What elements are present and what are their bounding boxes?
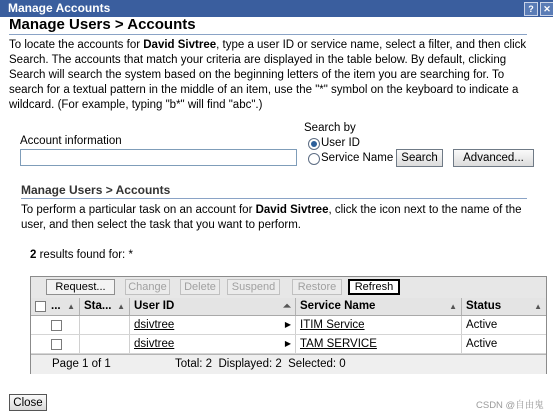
change-button[interactable]: Change bbox=[125, 279, 170, 295]
sort-ascending-icon: ⏶ bbox=[283, 301, 291, 312]
page-title: Manage Users > Accounts bbox=[9, 16, 196, 33]
row-checkbox[interactable] bbox=[51, 339, 62, 350]
table-footer bbox=[31, 354, 546, 374]
task-menu-icon[interactable]: ▶ bbox=[284, 320, 291, 329]
help-icon[interactable]: ? bbox=[524, 2, 538, 16]
radio-service-name[interactable] bbox=[308, 153, 320, 165]
window-title-bar bbox=[0, 0, 553, 17]
status-value: Active bbox=[466, 319, 498, 331]
sort-caret-icon: ▲ bbox=[449, 302, 457, 311]
search-button[interactable]: Search bbox=[396, 149, 443, 167]
table-header bbox=[31, 298, 546, 316]
refresh-button[interactable]: Refresh bbox=[348, 279, 400, 295]
user-id-link[interactable]: dsivtree bbox=[134, 338, 175, 350]
header-select-all[interactable]: ... ▲ bbox=[31, 298, 80, 315]
window-title: Manage Accounts bbox=[8, 1, 111, 15]
selection-summary: Total: 2 Displayed: 2 Selected: 0 bbox=[175, 358, 346, 370]
radio-service-name-label: Service Name bbox=[321, 152, 394, 164]
service-name-link[interactable]: ITIM Service bbox=[300, 319, 365, 331]
radio-user-id[interactable] bbox=[308, 138, 320, 150]
search-by-label: Search by bbox=[304, 122, 356, 134]
user-id-link[interactable]: dsivtree bbox=[134, 319, 175, 331]
table-row bbox=[31, 335, 546, 354]
status-value: Active bbox=[466, 338, 498, 350]
service-name-link[interactable]: TAM SERVICE bbox=[300, 338, 377, 350]
heading-divider bbox=[9, 34, 527, 35]
restore-button[interactable]: Restore bbox=[292, 279, 342, 295]
intro-text: To locate the accounts for David Sivtree, type a user ID or service name, select a filter, and then click Search. The accounts that match your criteria are displayed in the table below. By default, clicking Search will search the system based on the beginning letters of the item you are searching for. To search for a textual pattern in the middle of an item, use the "*" symbol on the keyboard to indicate a wildcard. (For example, typing "b*" will find "abc".) bbox=[9, 39, 527, 111]
close-button[interactable]: Close bbox=[9, 394, 47, 411]
account-info-label: Account information bbox=[20, 135, 122, 147]
table-row bbox=[31, 316, 546, 335]
results-summary: 2 results found for: * bbox=[30, 249, 133, 261]
table-toolbar bbox=[31, 277, 546, 299]
suspend-button[interactable]: Suspend bbox=[227, 279, 280, 295]
header-service-name[interactable]: Service Name ▲ bbox=[296, 298, 462, 315]
page-indicator: Page 1 of 1 bbox=[52, 358, 111, 370]
row-checkbox[interactable] bbox=[51, 320, 62, 331]
close-icon[interactable]: ✕ bbox=[540, 2, 553, 16]
sort-caret-icon: ▲ bbox=[534, 302, 542, 311]
account-info-input[interactable] bbox=[20, 149, 297, 166]
advanced-button[interactable]: Advanced... bbox=[453, 149, 534, 167]
request-button[interactable]: Request... bbox=[46, 279, 115, 295]
task-menu-icon[interactable]: ▶ bbox=[284, 339, 291, 348]
section-divider bbox=[21, 198, 527, 199]
sort-caret-icon: ▲ bbox=[117, 302, 125, 311]
header-user-id[interactable]: User ID ⏶ bbox=[130, 298, 296, 315]
sort-caret-icon: ▲ bbox=[67, 302, 75, 311]
section-description: To perform a particular task on an account for David Sivtree, click the icon next to the name of the user, and then select the task that you want to perform. bbox=[21, 204, 522, 231]
header-status[interactable]: Status ▲ bbox=[462, 298, 546, 315]
select-all-checkbox[interactable] bbox=[35, 301, 46, 312]
delete-button[interactable]: Delete bbox=[180, 279, 220, 295]
radio-user-id-label: User ID bbox=[321, 137, 360, 149]
accounts-table bbox=[30, 276, 547, 374]
section-title: Manage Users > Accounts bbox=[21, 183, 171, 197]
header-status-icon[interactable]: Sta... ▲ bbox=[80, 298, 130, 315]
watermark: CSDN @自由鬼 bbox=[476, 400, 544, 411]
